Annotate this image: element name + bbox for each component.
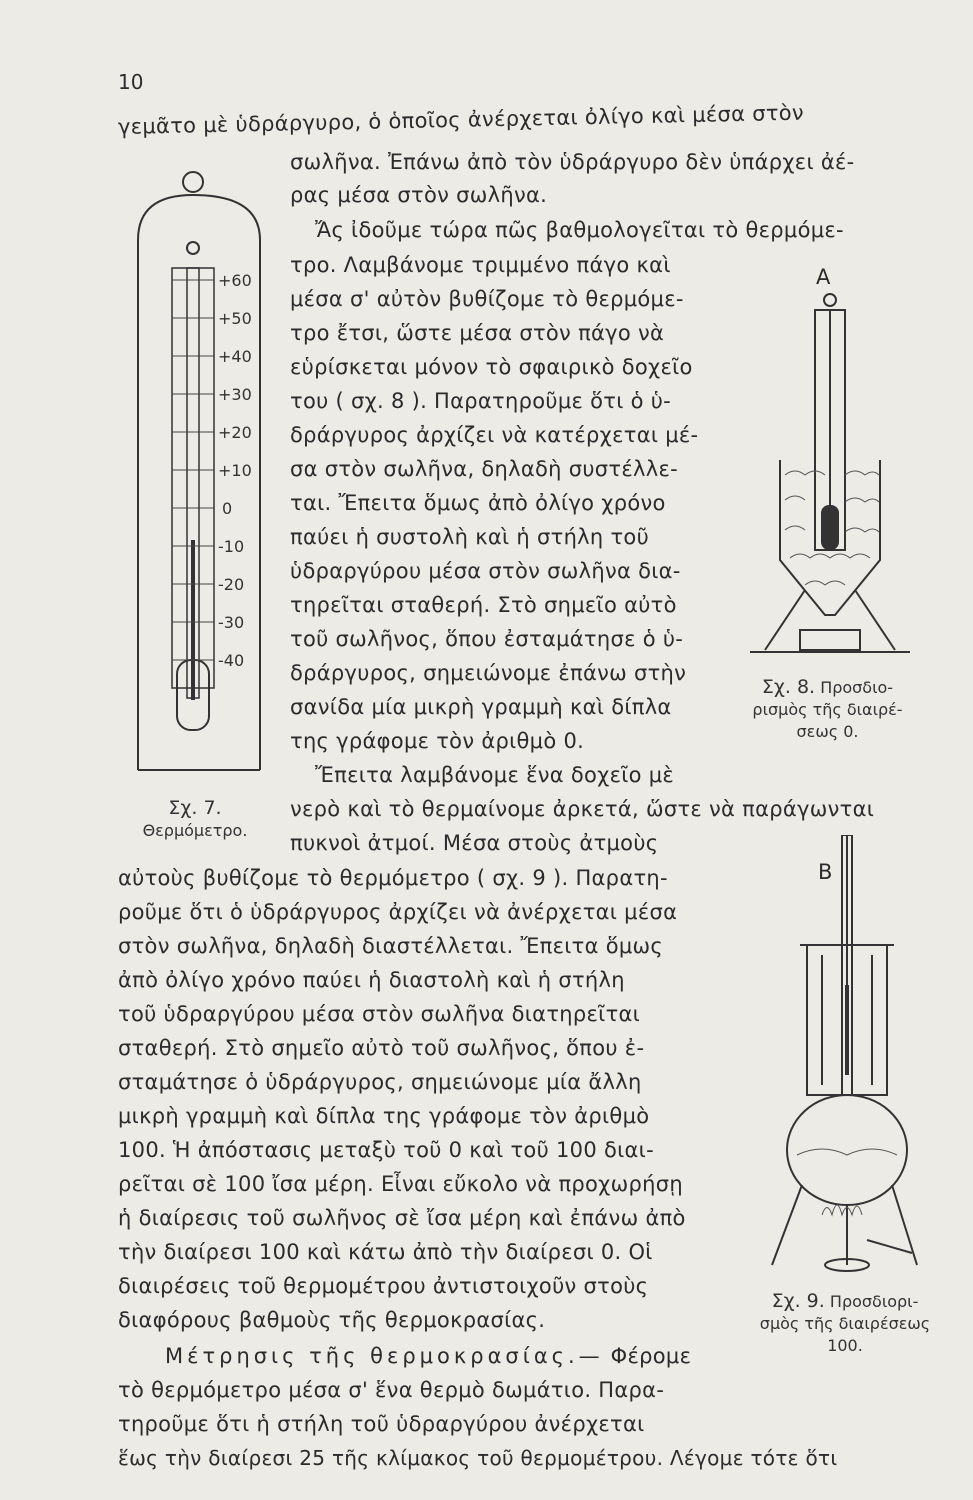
scale-label: -20 xyxy=(218,575,245,594)
scale-label: +60 xyxy=(218,271,252,290)
text-line: εὑρίσκεται μόνον τὸ σφαιρικὸ δοχεῖο xyxy=(290,355,693,379)
scale-label: +10 xyxy=(218,461,252,480)
fig9-caption-line: σμὸς τῆς διαιρέσεως xyxy=(759,1314,931,1333)
text-line: σταθερή. Στὸ σημεῖο αὐτὸ τοῦ σωλῆνος, ὅπου ἐ- xyxy=(118,1036,645,1060)
fig9-caption-line: Προσδιορι- xyxy=(829,1292,919,1311)
fig8-caption xyxy=(735,676,920,743)
text-line: νερὸ καὶ τὸ θερμαίνομε ἀρκετά, ὥστε νὰ παράγωνται xyxy=(290,797,875,821)
fig8-caption-line: σεως 0. xyxy=(796,722,859,741)
text-line: Ἄς ἰδοῦμε τώρα πῶς βαθμολογεῖται τὸ θερμόμε- xyxy=(315,218,844,242)
text-line: τοῦ ὑδραργύρου μέσα στὸν σωλῆνα διατηρεῖται xyxy=(118,1002,641,1026)
text-line: Ἔπειτα λαμβάνομε ἕνα δοχεῖο μὲ xyxy=(315,763,675,787)
text-line: στὸν σωλῆνα, δηλαδὴ διαστέλλεται. Ἔπειτα ὅμως xyxy=(118,934,664,958)
text-line: τρο. Λαμβάνομε τριμμένο πάγο καὶ xyxy=(290,253,671,277)
text-line: δράργυρος ἀρχίζει νὰ κατέρχεται μέ- xyxy=(290,423,699,447)
text-line: γεμᾶτο μὲ ὑδράργυρο, ὁ ὁποῖος ἀνέρχεται ὀλίγο καὶ μέσα στὸν xyxy=(117,100,805,139)
text-line: διαιρέσεις τοῦ θερμομέτρου ἀντιστοιχοῦν στοὺς xyxy=(118,1274,649,1298)
scale-label: -40 xyxy=(218,651,245,670)
scale-label: +50 xyxy=(218,309,252,328)
text-line: σα στὸν σωλῆνα, δηλαδὴ συστέλλε- xyxy=(290,457,678,481)
section-heading-rest: Φέρομε xyxy=(603,1344,692,1368)
fig9-caption-line: 100. xyxy=(827,1336,863,1355)
section-heading-line xyxy=(165,1342,691,1370)
text-line: μικρὴ γραμμὴ καὶ δίπλα της γράφομε τὸν ἀριθμὸ xyxy=(118,1104,650,1128)
text-line: ἕως τὴν διαίρεσι 25 τῆς κλίμακος τοῦ θερμομέτρου. Λέγομε τότε ὅτι xyxy=(118,1446,838,1470)
scale-label: -30 xyxy=(218,613,245,632)
text-line: ὑδραργύρου μέσα στὸν σωλῆνα δια- xyxy=(290,559,681,583)
text-line: ροῦμε ὅτι ὁ ὑδράργυρος ἀρχίζει νὰ ἀνέρχεται μέσα xyxy=(118,900,678,924)
text-line: ἀπὸ ὀλίγο χρόνο παύει ἡ διαστολὴ καὶ ἡ στήλη xyxy=(118,968,625,992)
text-line: 100. Ἡ ἀπόστασις μεταξὺ τοῦ 0 καὶ τοῦ 100 διαι- xyxy=(118,1138,654,1162)
text-line: σταμάτησε ὁ ὑδράργυρος, σημειώνομε μία ἄλλη xyxy=(118,1070,642,1094)
text-line: σωλῆνα. Ἐπάνω ἀπὸ τὸν ὑδράργυρο δὲν ὑπάρχει ἀέ- xyxy=(290,150,855,174)
text-line: της γράφομε τὸν ἀριθμὸ 0. xyxy=(290,729,585,753)
fig9-caption xyxy=(745,1290,945,1357)
text-line: ρας μέσα στὸν σωλῆνα. xyxy=(290,183,548,207)
scale-label: +30 xyxy=(218,385,252,404)
text-line: τοῦ σωλῆνος, ὅπου ἐσταμάτησε ὁ ὑ- xyxy=(290,627,684,651)
text-line: διαφόρους βαθμοὺς τῆς θερμοκρασίας. xyxy=(118,1308,546,1332)
text-line: ται. Ἔπειτα ὅμως ἀπὸ ὀλίγο χρόνο xyxy=(290,491,666,515)
text-line: ρεῖται σὲ 100 ἴσα μέρη. Εἶναι εὔκολο νὰ προχωρήσῃ xyxy=(118,1172,683,1196)
fig9-letter: B xyxy=(818,860,833,884)
text-line: δράργυρος, σημειώνομε ἐπάνω στὴν xyxy=(290,661,687,685)
text-line: τὸ θερμόμετρο μέσα σ' ἕνα θερμὸ δωμάτιο. Παρα- xyxy=(118,1378,665,1402)
section-heading: Μέτρησις τῆς θερμοκρασίας.— xyxy=(165,1344,604,1368)
scale-label: -10 xyxy=(218,537,245,556)
text-line: ἡ διαίρεσις τοῦ σωλῆνος σὲ ἴσα μέρη καὶ ἐπάνω ἀπὸ xyxy=(118,1206,686,1230)
fig9-caption-number: Σχ. 9. xyxy=(771,1290,825,1312)
scale-label: 0 xyxy=(222,499,233,518)
fig7-caption-text: Θερμόμετρο. xyxy=(142,821,248,840)
text-line: τηροῦμε ὅτι ἡ στήλη τοῦ ὑδραργύρου ἀνέρχεται xyxy=(118,1412,645,1436)
fig7-caption xyxy=(130,797,260,842)
text-line: του ( σχ. 8 ). Παρατηροῦμε ὅτι ὁ ὑ- xyxy=(290,389,672,413)
text-line: τηρεῖται σταθερή. Στὸ σημεῖο αὐτὸ xyxy=(290,593,677,617)
text-line: τὴν διαίρεσι 100 καὶ κάτω ἀπὸ τὴν διαίρεσι 0. Οἱ xyxy=(118,1240,653,1264)
fig8-caption-line: ρισμὸς τῆς διαιρέ- xyxy=(752,700,903,719)
text-line: τρο ἔτσι, ὥστε μέσα στὸν πάγο νὰ xyxy=(290,321,665,345)
scale-label: +20 xyxy=(218,423,252,442)
page-number: 10 xyxy=(118,70,144,94)
fig8-caption-line: Προσδιο- xyxy=(820,678,894,697)
text-line: σανίδα μία μικρὴ γραμμὴ καὶ δίπλα xyxy=(290,695,672,719)
text-line: αὐτοὺς βυθίζομε τὸ θερμόμετρο ( σχ. 9 ). Παρατη- xyxy=(118,866,668,890)
fig9-steam-illustration xyxy=(762,835,932,1285)
scale-label: +40 xyxy=(218,347,252,366)
fig8-letter: A xyxy=(816,265,831,289)
fig8-ice-illustration xyxy=(745,290,935,670)
fig7-thermometer-illustration xyxy=(130,160,280,780)
fig7-caption-number: Σχ. 7. xyxy=(168,797,222,819)
text-line: μέσα σ' αὐτὸν βυθίζομε τὸ θερμόμε- xyxy=(290,287,684,311)
fig8-caption-number: Σχ. 8. xyxy=(761,676,816,698)
text-line: πυκνοὶ ἀτμοί. Μέσα στοὺς ἀτμοὺς xyxy=(290,831,659,855)
text-line: παύει ἡ συστολὴ καὶ ἡ στήλη τοῦ xyxy=(290,525,650,549)
